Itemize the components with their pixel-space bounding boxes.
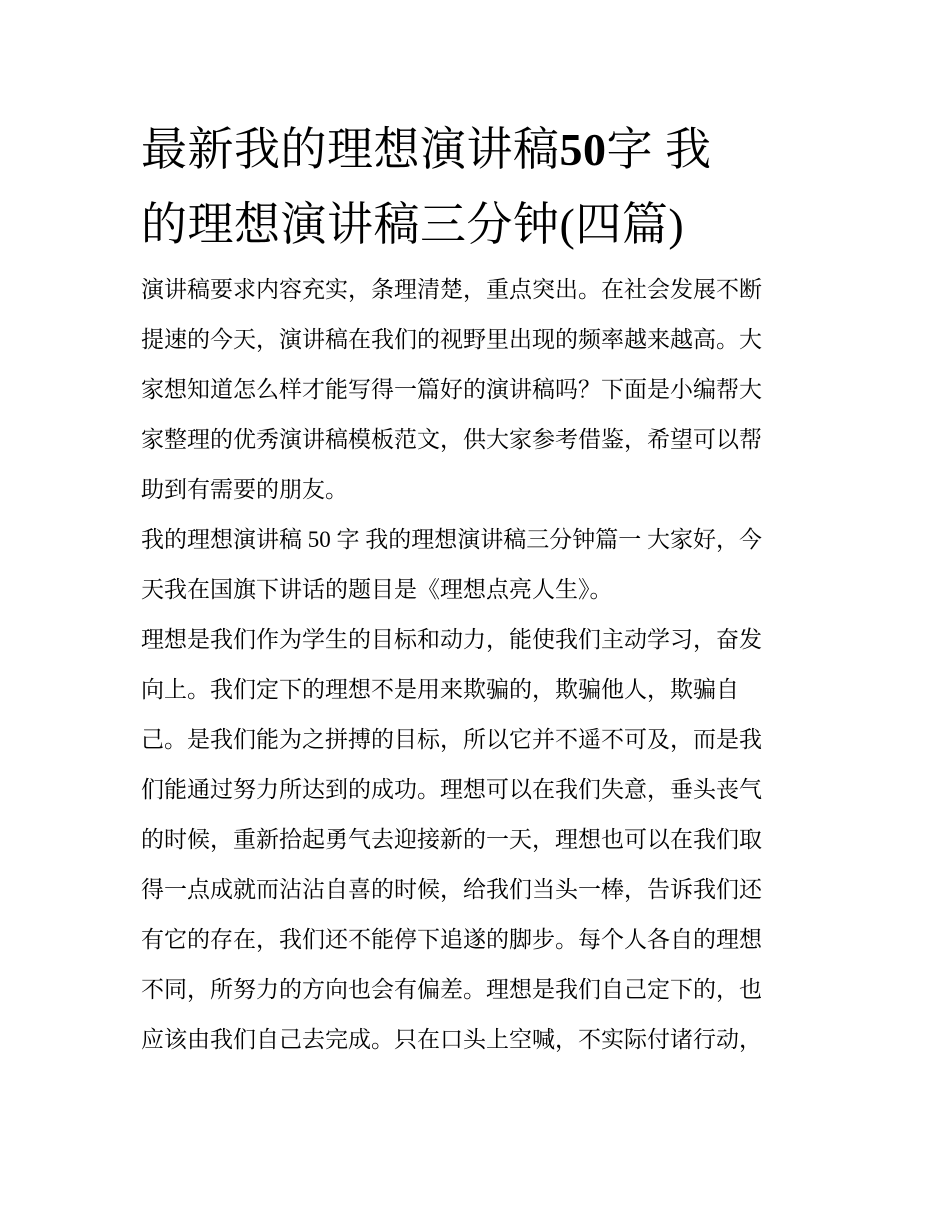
text-line: 们能通过努力所达到的成功。理想可以在我们失意，垂头丧气	[141, 777, 762, 802]
text-line: 我的理想演讲稿 50 字 我的理想演讲稿三分钟篇一 大家好，今	[141, 527, 762, 552]
title-text: 最新我的理想演讲稿	[141, 124, 560, 175]
text-line: 家想知道怎么样才能写得一篇好的演讲稿吗？下面是小编帮大	[141, 377, 762, 402]
text-line: 向上。我们定下的理想不是用来欺骗的，欺骗他人，欺骗自	[141, 677, 739, 702]
section-heading-paragraph	[141, 515, 813, 615]
text-line: 应该由我们自己去完成。只在口头上空喊，不实际付诸行动，	[141, 1027, 762, 1052]
page-title	[141, 112, 813, 262]
title-line	[141, 112, 813, 187]
text-line: 演讲稿要求内容充实，条理清楚，重点突出。在社会发展不断	[141, 277, 762, 302]
text-line: 家整理的优秀演讲稿模板范文，供大家参考借鉴，希望可以帮	[141, 427, 762, 452]
text-line: 助到有需要的朋友。	[141, 477, 348, 502]
title-text: 的理想演讲稿三分钟(四篇)	[141, 199, 685, 250]
intro-paragraph	[141, 265, 813, 515]
title-number: 50	[559, 124, 607, 175]
text-line: 理想是我们作为学生的目标和动力，能使我们主动学习，奋发	[141, 627, 762, 652]
text-line: 得一点成就而沾沾自喜的时候，给我们当头一棒，告诉我们还	[141, 877, 762, 902]
text-line: 有它的存在，我们还不能停下追遂的脚步。每个人各自的理想	[141, 927, 762, 952]
text-line: 的时候，重新拾起勇气去迎接新的一天，理想也可以在我们取	[141, 827, 762, 852]
document-content	[141, 112, 813, 1065]
text-line: 不同，所努力的方向也会有偏差。理想是我们自己定下的，也	[141, 977, 762, 1002]
text-line: 天我在国旗下讲话的题目是《理想点亮人生》。	[141, 577, 613, 602]
text-line: 提速的今天，演讲稿在我们的视野里出现的频率越来越高。大	[141, 327, 762, 352]
title-text: 字 我	[606, 124, 712, 175]
text-line: 己。是我们能为之拼搏的目标，所以它并不遥不可及，而是我	[141, 727, 762, 752]
title-line	[141, 187, 813, 262]
body-paragraph	[141, 615, 813, 1065]
